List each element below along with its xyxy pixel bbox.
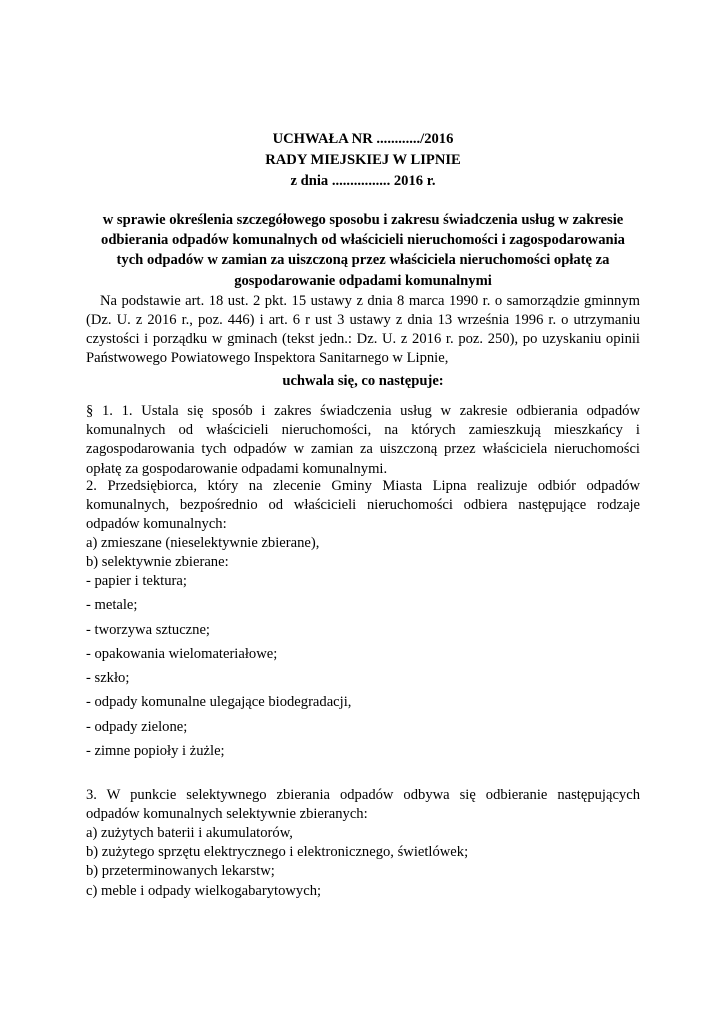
list-item: - tworzywa sztuczne;: [86, 621, 210, 638]
list-item: a) zużytych baterii i akumulatorów,: [86, 825, 293, 841]
resolution-number: UCHWAŁA NR ............/2016: [272, 131, 454, 147]
list-item: - metale;: [86, 597, 138, 614]
list-item: - odpady komunalne ulegające biodegradacji,: [86, 694, 352, 711]
list-item: - opakowania wielomateriałowe;: [86, 645, 278, 662]
selective-waste-list: [86, 572, 640, 766]
waste-category-a: a) zmieszane (nieselektywnie zbierane),: [86, 535, 320, 551]
resolution-header: [86, 129, 640, 192]
list-item: - zimne popioły i żużle;: [86, 743, 225, 760]
issuing-council: RADY MIEJSKIEJ W LIPNIE: [265, 152, 461, 168]
resolution-subject: w sprawie określenia szczegółowego sposobu i zakresu świadczenia usług w zakresie odbierania odpadów komunalnych od właścicieli nieruchomości i zagospodarowania tych odpadów w zamian za uiszczoną przez właściciela nieruchomości opłatę za gospodarowanie odpadami komunalnymi: [101, 212, 625, 289]
list-item: b) przeterminowanych lekarstw;: [86, 863, 275, 880]
section-1-point-1: § 1. 1. Ustala się sposób i zakres świadczenia usług w zakresie odbierania odpadów komunalnych od właścicieli nieruchomości, na których zamieszkują mieszkańcy i zagospodarowania tych odpadów w zamian za uiszczoną przez właściciela nieruchomości opłatę za gospodarowanie odpadami komunalnymi.: [86, 403, 640, 477]
list-item: b) zużytego sprzętu elektrycznego i elektronicznego, świetlówek;: [86, 844, 469, 861]
list-item: c) meble i odpady wielkogabarytowych;: [86, 882, 322, 899]
section-1-point-2: 2. Przedsiębiorca, który na zlecenie Gminy Miasta Lipna realizuje odbiór odpadów komunalnych, bezpośrednio od właścicieli nieruchomości odbiera następujące rodzaje odpadów komunalnych:: [86, 478, 640, 533]
resolution-date: z dnia ................ 2016 r.: [290, 173, 436, 189]
resolve-clause: uchwala się, co następuje:: [282, 373, 444, 389]
legal-basis-preamble: Na podstawie art. 18 ust. 2 pkt. 15 ustawy z dnia 8 marca 1990 r. o samorządzie gminnym (Dz. U. z 2016 r., poz. 446) i art. 6 r ust 3 ustawy z dnia 13 września 1996 r. o utrzymaniu czystości i porządku w gminach (tekst jedn.: Dz. U. z 2016 r. poz. 250), po uzyskaniu opinii Państwowego Powiatowego Inspektora Sanitarnego w Lipnie,: [86, 293, 640, 366]
list-item: - odpady zielone;: [86, 718, 188, 735]
document-page: [86, 0, 640, 1024]
collection-point-list: [86, 824, 640, 901]
waste-category-b: b) selektywnie zbierane:: [86, 554, 229, 570]
list-item: - szkło;: [86, 670, 130, 687]
list-item: - papier i tektura;: [86, 573, 187, 589]
section-1-point-3: 3. W punkcie selektywnego zbierania odpadów odbywa się odbieranie następujących odpadów komunalnych selektywnie zbieranych:: [86, 787, 640, 823]
